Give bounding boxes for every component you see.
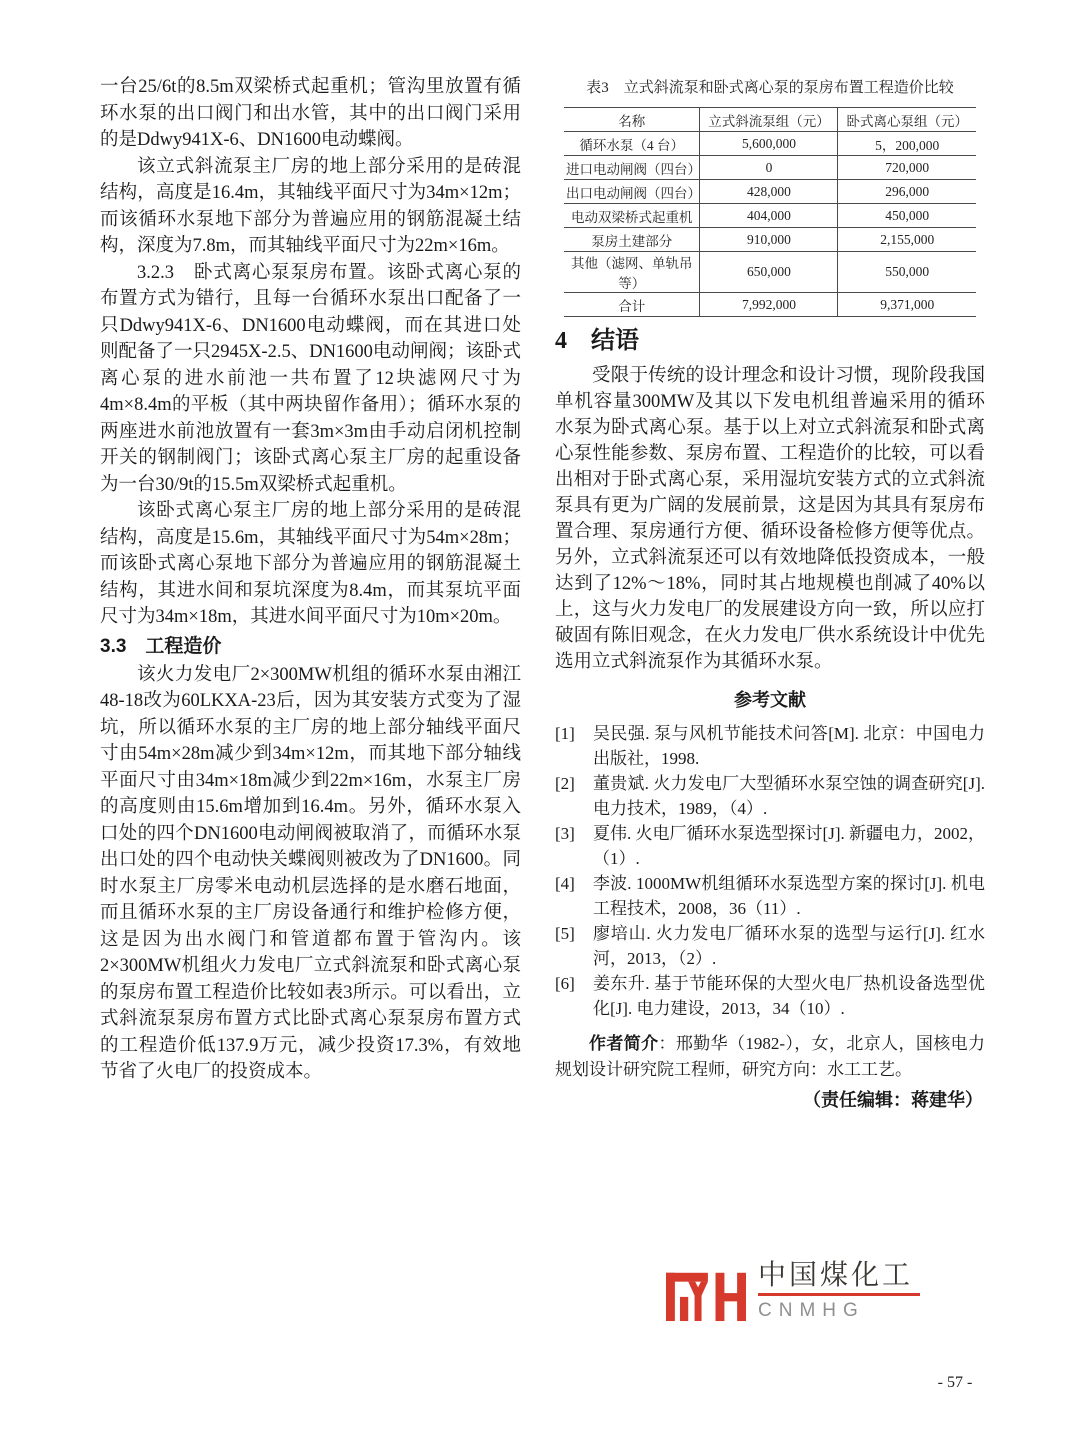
table-row — [564, 204, 976, 228]
cell-label: 其他（滤网、单轨吊等） — [564, 252, 700, 293]
paragraph-continuation: 一台25/6t的8.5m双梁桥式起重机；管沟里放置有循环水泵的出口阀门和出水管，其中的出口阀门采用的是Ddwy941X-6、DN1600电动蝶阀。 — [100, 77, 521, 150]
reference-item — [555, 971, 985, 1021]
cell-label: 循环水泵（4 台） — [564, 132, 700, 156]
cell-value: 296,000 — [838, 180, 976, 204]
cell-value: 720,000 — [838, 156, 976, 180]
journal-logo — [666, 1258, 920, 1332]
table-row — [564, 156, 976, 180]
logo-red-rule — [758, 1293, 920, 1296]
reference-text: 廖培山. 火力发电厂循环水泵的选型与运行[J]. 红水河，2013，（2）. — [593, 924, 985, 968]
cell-value: 5，200,000 — [838, 132, 976, 156]
author-bio-text: ：邢勤华（1982-），女，北京人，国核电力规划设计研究院工程师，研究方向：水工工艺。 — [555, 1034, 985, 1079]
paragraph-project-cost: 该火力发电厂2×300MW机组的循环水泵由湘江48-18改为60LKXA-23后，因为其安装方式变为了湿坑，所以循环水泵的主厂房的地上部分轴线平面尺寸由54m×28m减少到34m×12m，而其地下部分轴线平面尺寸由34m×18m减少到22m×16m，水泵主厂房的高度则由15.6m增加到16.4m。另外，循环水泵入口处的四个DN1600电动闸阀被取消了，而循环水泵出口处的四个电动快关蝶阀则被改为了DN1600。同时水泵主厂房零米电动机层选择的是水磨石地面，而且循环水泵的主厂房设备通行和维护检修方便，这是因为出水阀门和管道都布置于管沟内。该2×300MW机组火力发电厂立式斜流泵和卧式离心泵的泵房布置工程造价比较如表3所示。可以看出，立式斜流泵泵房布置方式比卧式离心泵泵房布置方式的工程造价低137.9万元，减少投资17.3%，有效地节省了火电厂的投资成本。 — [100, 664, 521, 1082]
cell-label: 出口电动闸阀（四台） — [564, 180, 700, 204]
col-header-horizontal-pump: 卧式离心泵组（元） — [838, 108, 976, 132]
reference-text: 夏伟. 火电厂循环水泵选型探讨[J]. 新疆电力，2002，（1）. — [593, 824, 985, 868]
reference-number: [3] — [555, 824, 575, 843]
col-header-vertical-pump: 立式斜流泵组（元） — [700, 108, 838, 132]
reference-number: [5] — [555, 924, 575, 943]
cell-label: 合计 — [564, 293, 700, 317]
reference-number: [4] — [555, 874, 575, 893]
reference-number: [1] — [555, 724, 575, 743]
table-row — [564, 180, 976, 204]
paragraph-vertical-pump-house: 该立式斜流泵主厂房的地上部分采用的是砖混结构，高度是16.4m，其轴线平面尺寸为34m×12m；而该循环水泵地下部分为普遍应用的钢筋混凝土结构，深度为7.8m，而其轴线平面尺寸为22m×16m。 — [100, 156, 521, 256]
cell-label: 进口电动闸阀（四台） — [564, 156, 700, 180]
reference-item — [555, 871, 985, 921]
responsible-editor: （责任编辑：蒋建华） — [803, 1090, 983, 1110]
myh-monogram-icon — [666, 1258, 746, 1332]
reference-text: 董贵斌. 火力发电厂大型循环水泵空蚀的调查研究[J]. 电力技术，1989，（4）. — [593, 774, 985, 818]
logo-text-block — [758, 1258, 920, 1322]
conclusion-paragraph: 受限于传统的设计理念和设计习惯，现阶段我国单机容量300MW及其以下发电机组普遍采用的循环水泵为卧式离心泵。基于以上对立式斜流泵和卧式离心泵性能参数、泵房布置、工程造价的比较，可以看出相对于卧式离心泵，采用湿坑安装方式的立式斜流泵具有更为广阔的发展前景，这是因为其具有泵房布置合理、泵房通行方便、循环设备检修方便等优点。另外，立式斜流泵还可以有效地降低投资成本，一般达到了12%～18%，同时其占地规模也削减了40%以上，这与火力发电厂的发展建设方向一致，所以应打破固有陈旧观念，在火力发电厂供水系统设计中优先选用立式斜流泵作为其循环水泵。 — [555, 366, 985, 672]
logo-chinese-name: 中国煤化工 — [758, 1259, 914, 1290]
table-caption: 表3 立式斜流泵和卧式离心泵的泵房布置工程造价比较 — [586, 80, 954, 96]
cell-value: 7,992,000 — [700, 293, 838, 317]
section-heading-3-3: 3.3 工程造价 — [100, 635, 222, 657]
right-column — [555, 78, 985, 1113]
cell-label: 电动双梁桥式起重机 — [564, 204, 700, 228]
section-heading-4-conclusion: 4 结语 — [555, 328, 639, 354]
reference-item — [555, 921, 985, 971]
cell-value: 450,000 — [838, 204, 976, 228]
cell-value: 650,000 — [700, 252, 838, 293]
cell-value: 428,000 — [700, 180, 838, 204]
cell-value: 550,000 — [838, 252, 976, 293]
references-heading: 参考文献 — [734, 690, 806, 710]
col-header-name: 名称 — [564, 108, 700, 132]
cell-value: 5,600,000 — [700, 132, 838, 156]
cell-value: 0 — [700, 156, 838, 180]
author-bio — [555, 1031, 985, 1083]
reference-item — [555, 771, 985, 821]
table-row — [564, 228, 976, 252]
cost-comparison-table — [564, 107, 976, 317]
reference-number: [6] — [555, 974, 575, 993]
cell-value: 404,000 — [700, 204, 838, 228]
reference-text: 吴民强. 泵与风机节能技术问答[M]. 北京：中国电力出版社，1998. — [593, 724, 985, 768]
paragraph-3-2-3: 3.2.3 卧式离心泵泵房布置。该卧式离心泵的布置方式为错行，且每一台循环水泵出口配备了一只Ddwy941X-6、DN1600电动蝶阀，而在其进口处则配备了一只2945X-2.5、DN1600电动闸阀；该卧式离心泵的进水前池一共布置了12块滤网尺寸为4m×8.4m的平板（其中两块留作备用）；循环水泵的两座进水前池放置有一套3m×3m由手动启闭机控制开关的钢制阀门；该卧式离心泵主厂房的起重设备为一台30/9t的15.5m双梁桥式起重机。 — [100, 262, 521, 495]
cell-value: 9,371,000 — [838, 293, 976, 317]
page-number: - 57 - — [937, 1374, 973, 1391]
cell-value: 2,155,000 — [838, 228, 976, 252]
author-bio-label: 作者简介 — [589, 1034, 659, 1053]
reference-item — [555, 721, 985, 771]
cell-value: 910,000 — [700, 228, 838, 252]
table-row — [564, 252, 976, 293]
reference-text: 李波. 1000MW机组循环水泵选型方案的探讨[J]. 机电工程技术，2008，36（11）. — [593, 874, 985, 918]
reference-number: [2] — [555, 774, 575, 793]
table-header-row — [564, 108, 976, 132]
table-row — [564, 132, 976, 156]
reference-text: 姜东升. 基于节能环保的大型火电厂热机设备选型优化[J]. 电力建设，2013，34（10）. — [593, 974, 985, 1018]
left-column — [100, 74, 521, 1086]
table-row-total — [564, 293, 976, 317]
reference-item — [555, 821, 985, 871]
logo-english-abbr: CNMHG — [758, 1300, 865, 1321]
paragraph-horizontal-pump-house: 该卧式离心泵主厂房的地上部分采用的是砖混结构，高度是15.6m，其轴线平面尺寸为54m×28m；而该卧式离心泵地下部分为普遍应用的钢筋混凝土结构，其进水间和泵坑深度为8.4m，而其泵坑平面尺寸为34m×18m，其进水间平面尺寸为10m×20m。 — [100, 501, 521, 627]
cell-label: 泵房土建部分 — [564, 228, 700, 252]
